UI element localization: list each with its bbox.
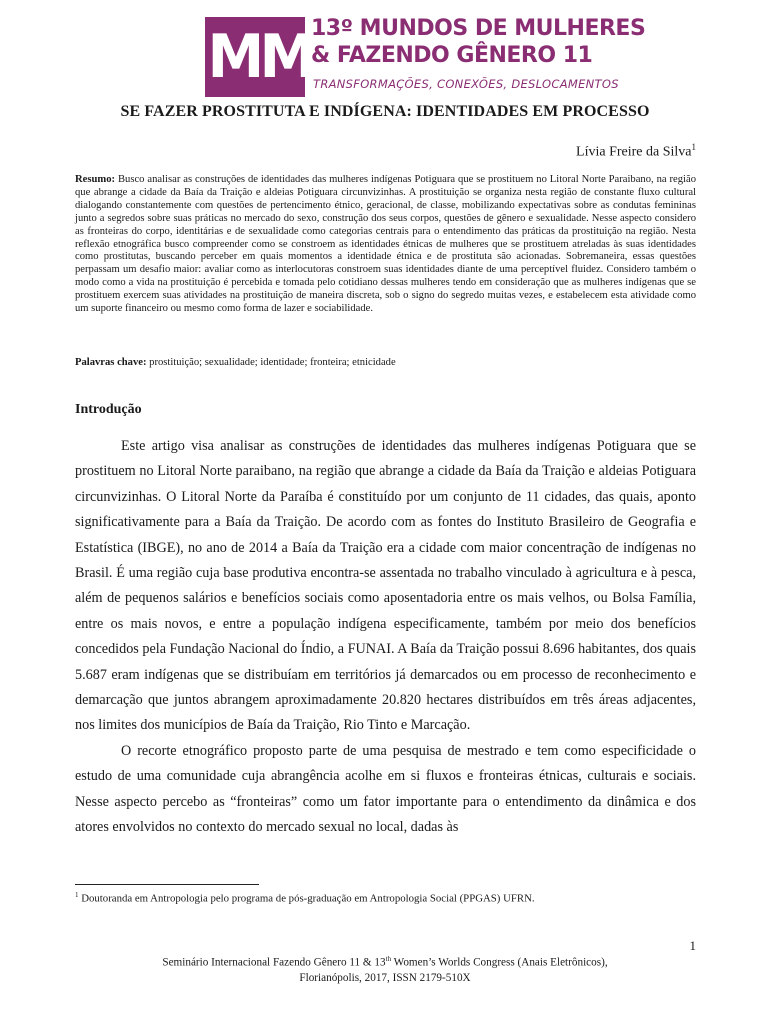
paper-title: SE FAZER PROSTITUTA E INDÍGENA: IDENTIDADES EM PROCESSO <box>120 103 650 120</box>
footer-ordinal: th <box>385 955 392 963</box>
footnote-mark: 1 <box>75 891 79 899</box>
footer-congress-name: Women’s Worlds Congress (Anais Eletrônicos), <box>391 956 608 969</box>
event-title-line2: & FAZENDO GÊNERO 11 <box>311 43 593 68</box>
footnote-text: Doutoranda em Antropologia pelo programa de pós-graduação em Antropologia Social (PPGAS) UFRN. <box>81 892 535 905</box>
event-logo <box>205 17 312 97</box>
footer-conference-name: Seminário Internacional Fazendo Gênero 11 & 13 <box>162 956 386 969</box>
event-tagline: TRANSFORMAÇÕES, CONEXÕES, DESLOCAMENTOS <box>313 77 619 91</box>
event-banner <box>205 16 646 97</box>
author-line <box>576 142 696 161</box>
abstract-text: Busco analisar as construções de identidades das mulheres indígenas Potiguara que se prostituem no Litoral Norte Paraibano, na região que abrange a cidade da Baía da Traição e aldeias Potiguara circunvizinhas. A prostituição se organiza nesta região de constante fluxo cultural dialogando constantemente com questões de pertencimento étnico, geracional, de classe, mobilizando expectativas sobre as condutas femininas junto a segredos sobre suas práticas no mercado do sexo, construção dos seus corpos, questões de gênero e sexualidade. Nesse aspecto considero as fronteiras do corpo, identitárias e de sexualidade como categorias centrais para o entendimento das práticas da prostituição na região. Nesta reflexão etnográfica busco compreender como se constroem as identidades étnicas de mulheres que se prostituem atreladas às suas identidades como prostitutas, buscando perceber em quais momentos a identidade étnica e de prostituta são acionadas. Sobremaneira, essas questões perpassam um desafio maior: avaliar como as interlocutoras constroem suas identidades diante de uma perceptível fluidez. Considero também o modo como a vida na prostituição é percebida e tomada pelo cotidiano dessas mulheres tendo em consideração que as mulheres indígenas que se prostituem exercem suas atividades na prostituição de maneira discreta, sob o signo do segredo muitas vezes, e estabelecem esta atividade como um suporte financeiro ou mesmo como forma de lazer e sociabilidade. <box>75 174 696 315</box>
paragraph: O recorte etnográfico proposto parte de uma pesquisa de mestrado e tem como especificidade o estudo de uma comunidade cuja abrangência acolhe em si fluxos e fronteiras étnicas, culturais e sociais. Nesse aspecto percebo as “fronteiras” como um fator importante para o entendimento da dinâmica e dos atores envolvidos no contexto do mercado sexual no local, dadas às <box>75 742 696 836</box>
logo-letters: MM <box>207 22 312 92</box>
keywords <box>75 357 396 368</box>
event-title-line1: 13º MUNDOS DE MULHERES <box>311 16 646 41</box>
body-text <box>75 434 696 841</box>
author-name: Lívia Freire da Silva <box>576 144 692 160</box>
footnote <box>75 891 535 905</box>
author-footnote-mark: 1 <box>691 142 696 152</box>
paragraph: Este artigo visa analisar as construções de identidades das mulheres indígenas Potiguara que se prostituem no Litoral Norte paraibano, na região que abrange a cidade da Baía da Traição e aldeias Potiguara circunvizinhas. O Litoral Norte da Paraíba é constituído por um conjunto de 11 cidades, das quais, aponto significativamente para a Baía da Traição. De acordo com as fontes do Instituto Brasileiro de Geografia e Estatística (IBGE), no ano de 2014 a Baía da Traição era a cidade com maior concentração de indígenas no Brasil. É uma região cuja base produtiva encontra-se assentada no trabalho vinculado à agricultura e à pesca, além de pequenos salários e benefícios sociais como aposentadoria entre os mais velhos, ou Bolsa Família, entre os mais novos, e entre a população indígena especificamente, também por meio dos benefícios concedidos pela Fundação Nacional do Índio, a FUNAI. A Baía da Traição possui 8.696 habitantes, dos quais 5.687 eram indígenas que se distribuíam em territórios já demarcados ou em processo de reconhecimento e demarcação que juntos abrangem aproximadamente 20.820 hectares distribuídos em três áreas adjacentes, nos limites dos municípios de Baía da Traição, Rio Tinto e Marcação. <box>75 438 696 734</box>
section-heading-introduction: Introdução <box>75 402 142 417</box>
keywords-label: Palavras chave: <box>75 357 147 368</box>
abstract <box>75 174 696 316</box>
footnote-divider <box>75 884 259 885</box>
page-footer <box>0 952 770 987</box>
page-number: 1 <box>689 938 696 953</box>
footer-line1 <box>0 952 770 971</box>
abstract-label: Resumo: <box>75 174 116 185</box>
keywords-text: prostituição; sexualidade; identidade; fronteira; etnicidade <box>149 357 396 368</box>
footer-line2: Florianópolis, 2017, ISSN 2179-510X <box>299 972 471 985</box>
